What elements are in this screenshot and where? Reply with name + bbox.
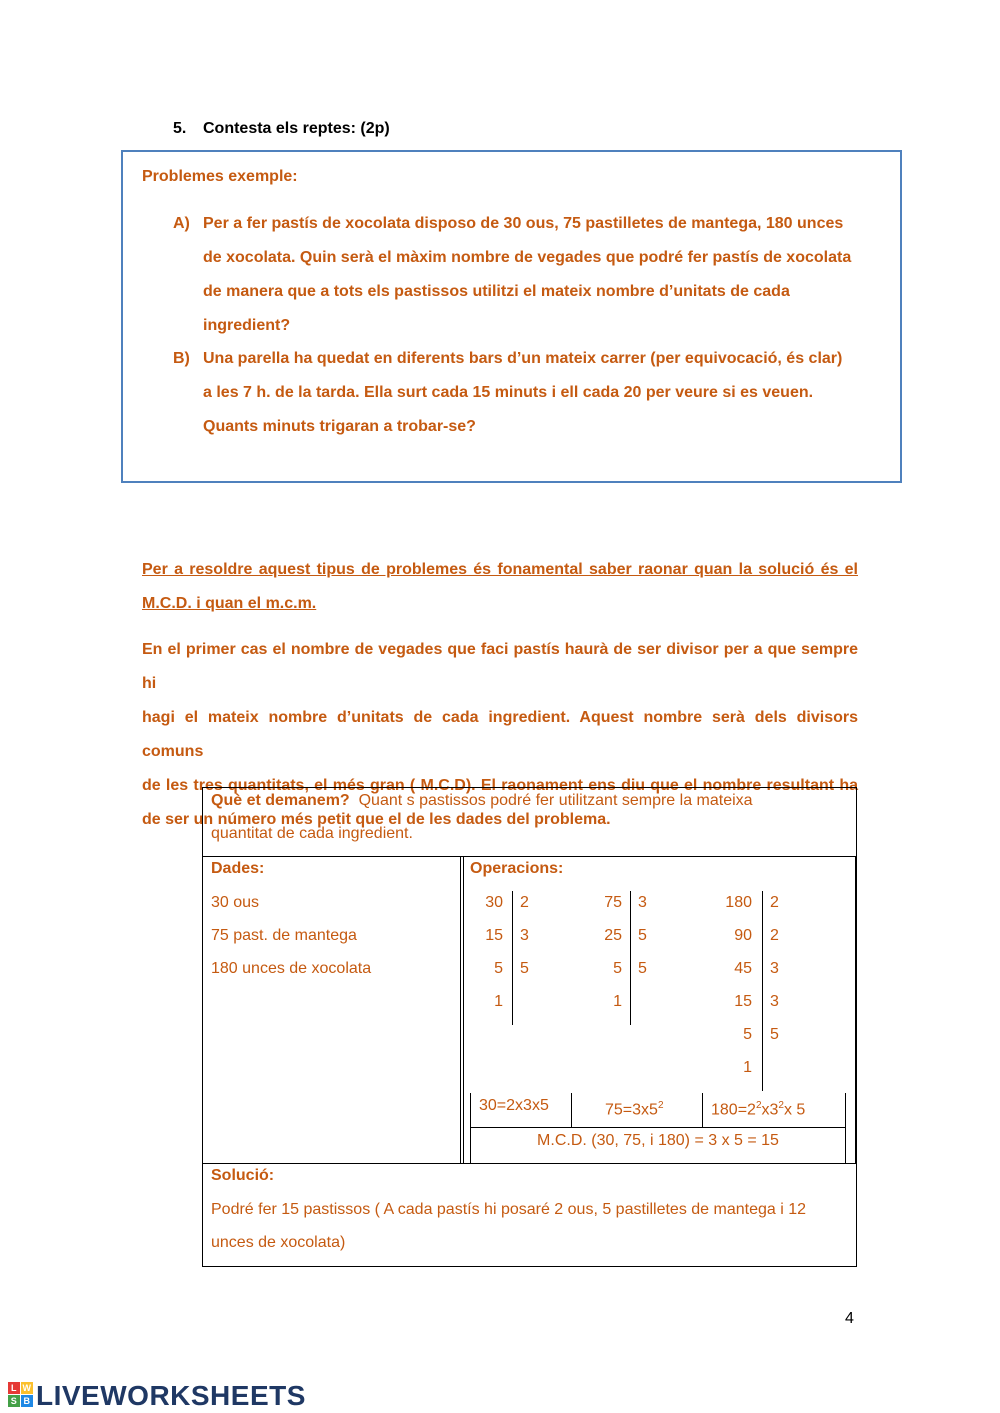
result-75-exponent: 2 <box>657 1100 664 1111</box>
solution-label: Solució: <box>211 1167 275 1184</box>
question-text-1: Quant s pastissos podré fer utilitzant sempre la mateixa <box>358 792 753 809</box>
factor180-bar <box>762 891 763 1091</box>
problem-a-line: ingredient? <box>203 317 291 334</box>
factor-value: 75 <box>604 894 622 911</box>
factor-value: 1 <box>613 993 622 1010</box>
factor-divisor: 3 <box>770 960 779 977</box>
table-divider <box>460 856 461 1163</box>
problem-b-text <box>203 342 863 444</box>
factor30-left <box>463 886 503 1018</box>
factor-value: 45 <box>734 960 752 977</box>
problem-a-line: Per a fer pastís de xocolata disposo de 30 ous, 75 pastilletes de mantega, 180 unces <box>203 215 844 232</box>
data-label: Dades: <box>211 860 265 877</box>
factor-value: 5 <box>494 960 503 977</box>
liveworksheets-logo <box>8 1380 306 1412</box>
intro-underlined-line: Per a resoldre aquest tipus de problemes és fonamental saber raonar quan la solució és el <box>142 561 858 578</box>
result-180-part: x 5 <box>783 1101 806 1119</box>
factor-value: 180 <box>725 894 752 911</box>
data-item: 30 ous <box>211 894 260 911</box>
intro-paragraph-line: de les tres quantitats, el més gran ( M.C.D). El raonament ens diu que el nombre resultant ha <box>142 777 858 794</box>
logo-mark-letter: L <box>8 1382 20 1394</box>
solution-text <box>211 1193 851 1259</box>
factor-value: 90 <box>734 927 752 944</box>
data-item: 180 unces de xocolata <box>211 960 372 977</box>
results-border <box>702 1093 703 1127</box>
result-75 <box>605 1089 664 1126</box>
factor-divisor: 5 <box>638 960 647 977</box>
factor-value: 30 <box>485 894 503 911</box>
result-180 <box>711 1089 805 1126</box>
table-divider <box>202 1163 857 1164</box>
problem-b-line: a les 7 h. de la tarda. Ella surt cada 15 minuts i ell cada 20 per veure si es veuen. <box>203 384 814 401</box>
mcd-result: M.C.D. (30, 75, i 180) = 3 x 5 = 15 <box>537 1132 779 1149</box>
factor-divisor: 5 <box>638 927 647 944</box>
problem-b-letter: B) <box>173 350 190 367</box>
question-number: 5. <box>173 120 187 137</box>
intro-paragraph-line: En el primer cas el nombre de vegades que faci pastís haurà de ser divisor per a que sempre hi <box>142 641 858 692</box>
factor180-right <box>770 886 779 1051</box>
problem-a-letter: A) <box>173 215 190 232</box>
question-label: Què et demanem? <box>211 792 350 809</box>
factor-divisor: 2 <box>770 927 779 944</box>
result-180-exponent: 2 <box>755 1100 762 1111</box>
problem-b-line: Una parella ha quedat en diferents bars d’un mateix carrer (per equivocació, és clar) <box>203 350 843 367</box>
factor-value: 15 <box>734 993 752 1010</box>
logo-mark-icon <box>8 1382 34 1408</box>
intro-paragraph-line: hagi el mateix nombre d’unitats de cada ingredient. Aquest nombre serà dels divisors comuns <box>142 709 858 760</box>
factor30-bar <box>512 891 513 1025</box>
problem-a-line: de manera que a tots els pastissos utilitzi el mateix nombre d’unitats de cada <box>203 283 790 300</box>
problem-a-text <box>203 207 863 343</box>
intro-underlined-line: M.C.D. i quan el m.c.m. <box>142 595 317 612</box>
factor-divisor: 3 <box>520 927 529 944</box>
factor-value: 1 <box>494 993 503 1010</box>
result-180-part: x3 <box>761 1101 779 1119</box>
intro-paragraph-line: de ser un número més petit que el de les dades del problema. <box>142 811 611 828</box>
problem-b-line: Quants minuts trigaran a trobar-se? <box>203 418 476 435</box>
factor-value: 5 <box>613 960 622 977</box>
data-list <box>211 886 371 985</box>
factor-divisor: 5 <box>770 1026 779 1043</box>
problem-a-line: de xocolata. Quin serà el màxim nombre de vegades que podré fer pastís de xocolata <box>203 249 852 266</box>
result-30: 30=2x3x5 <box>479 1097 549 1114</box>
table-question <box>211 784 851 850</box>
factor75-bar <box>630 891 631 1025</box>
result-180-part: 180=2 <box>711 1101 756 1119</box>
examples-heading: Problemes exemple: <box>142 168 298 185</box>
factor-value: 25 <box>604 927 622 944</box>
data-item: 75 past. de mantega <box>211 927 357 944</box>
factor30-right <box>520 886 529 985</box>
factor-divisor: 2 <box>770 894 779 911</box>
result-75-base: 75=3x5 <box>605 1101 658 1119</box>
logo-mark-letter: S <box>8 1395 20 1407</box>
factor-divisor: 3 <box>770 993 779 1010</box>
question-text: Contesta els reptes: (2p) <box>203 120 390 137</box>
operations-label: Operacions: <box>470 860 564 877</box>
factor-value: 5 <box>743 1026 752 1043</box>
results-border <box>571 1093 572 1127</box>
factor-value: 1 <box>743 1059 752 1076</box>
factor-divisor: 2 <box>520 894 529 911</box>
factor-divisor: 3 <box>638 894 647 911</box>
factor180-left <box>702 886 752 1084</box>
page-number: 4 <box>845 1310 854 1327</box>
factor75-left <box>582 886 622 1018</box>
intro-underlined <box>142 553 858 621</box>
logo-mark-letter: B <box>21 1395 33 1407</box>
logo-mark-letter: W <box>22 1383 32 1393</box>
solution-line: unces de xocolata) <box>211 1234 346 1251</box>
result-180-exponent: 2 <box>778 1100 784 1111</box>
factor-value: 15 <box>485 927 503 944</box>
factor-divisor: 5 <box>520 960 529 977</box>
question-title <box>173 120 390 138</box>
question-text-2: quantitat de cada ingredient. <box>211 825 413 842</box>
solution-line: Podré fer 15 pastissos ( A cada pastís hi posaré 2 ous, 5 pastilletes de mantega i 12 <box>211 1201 807 1218</box>
table-divider <box>855 856 856 1163</box>
logo-text: LIVEWORKSHEETS <box>36 1380 306 1411</box>
factor75-right <box>638 886 647 985</box>
